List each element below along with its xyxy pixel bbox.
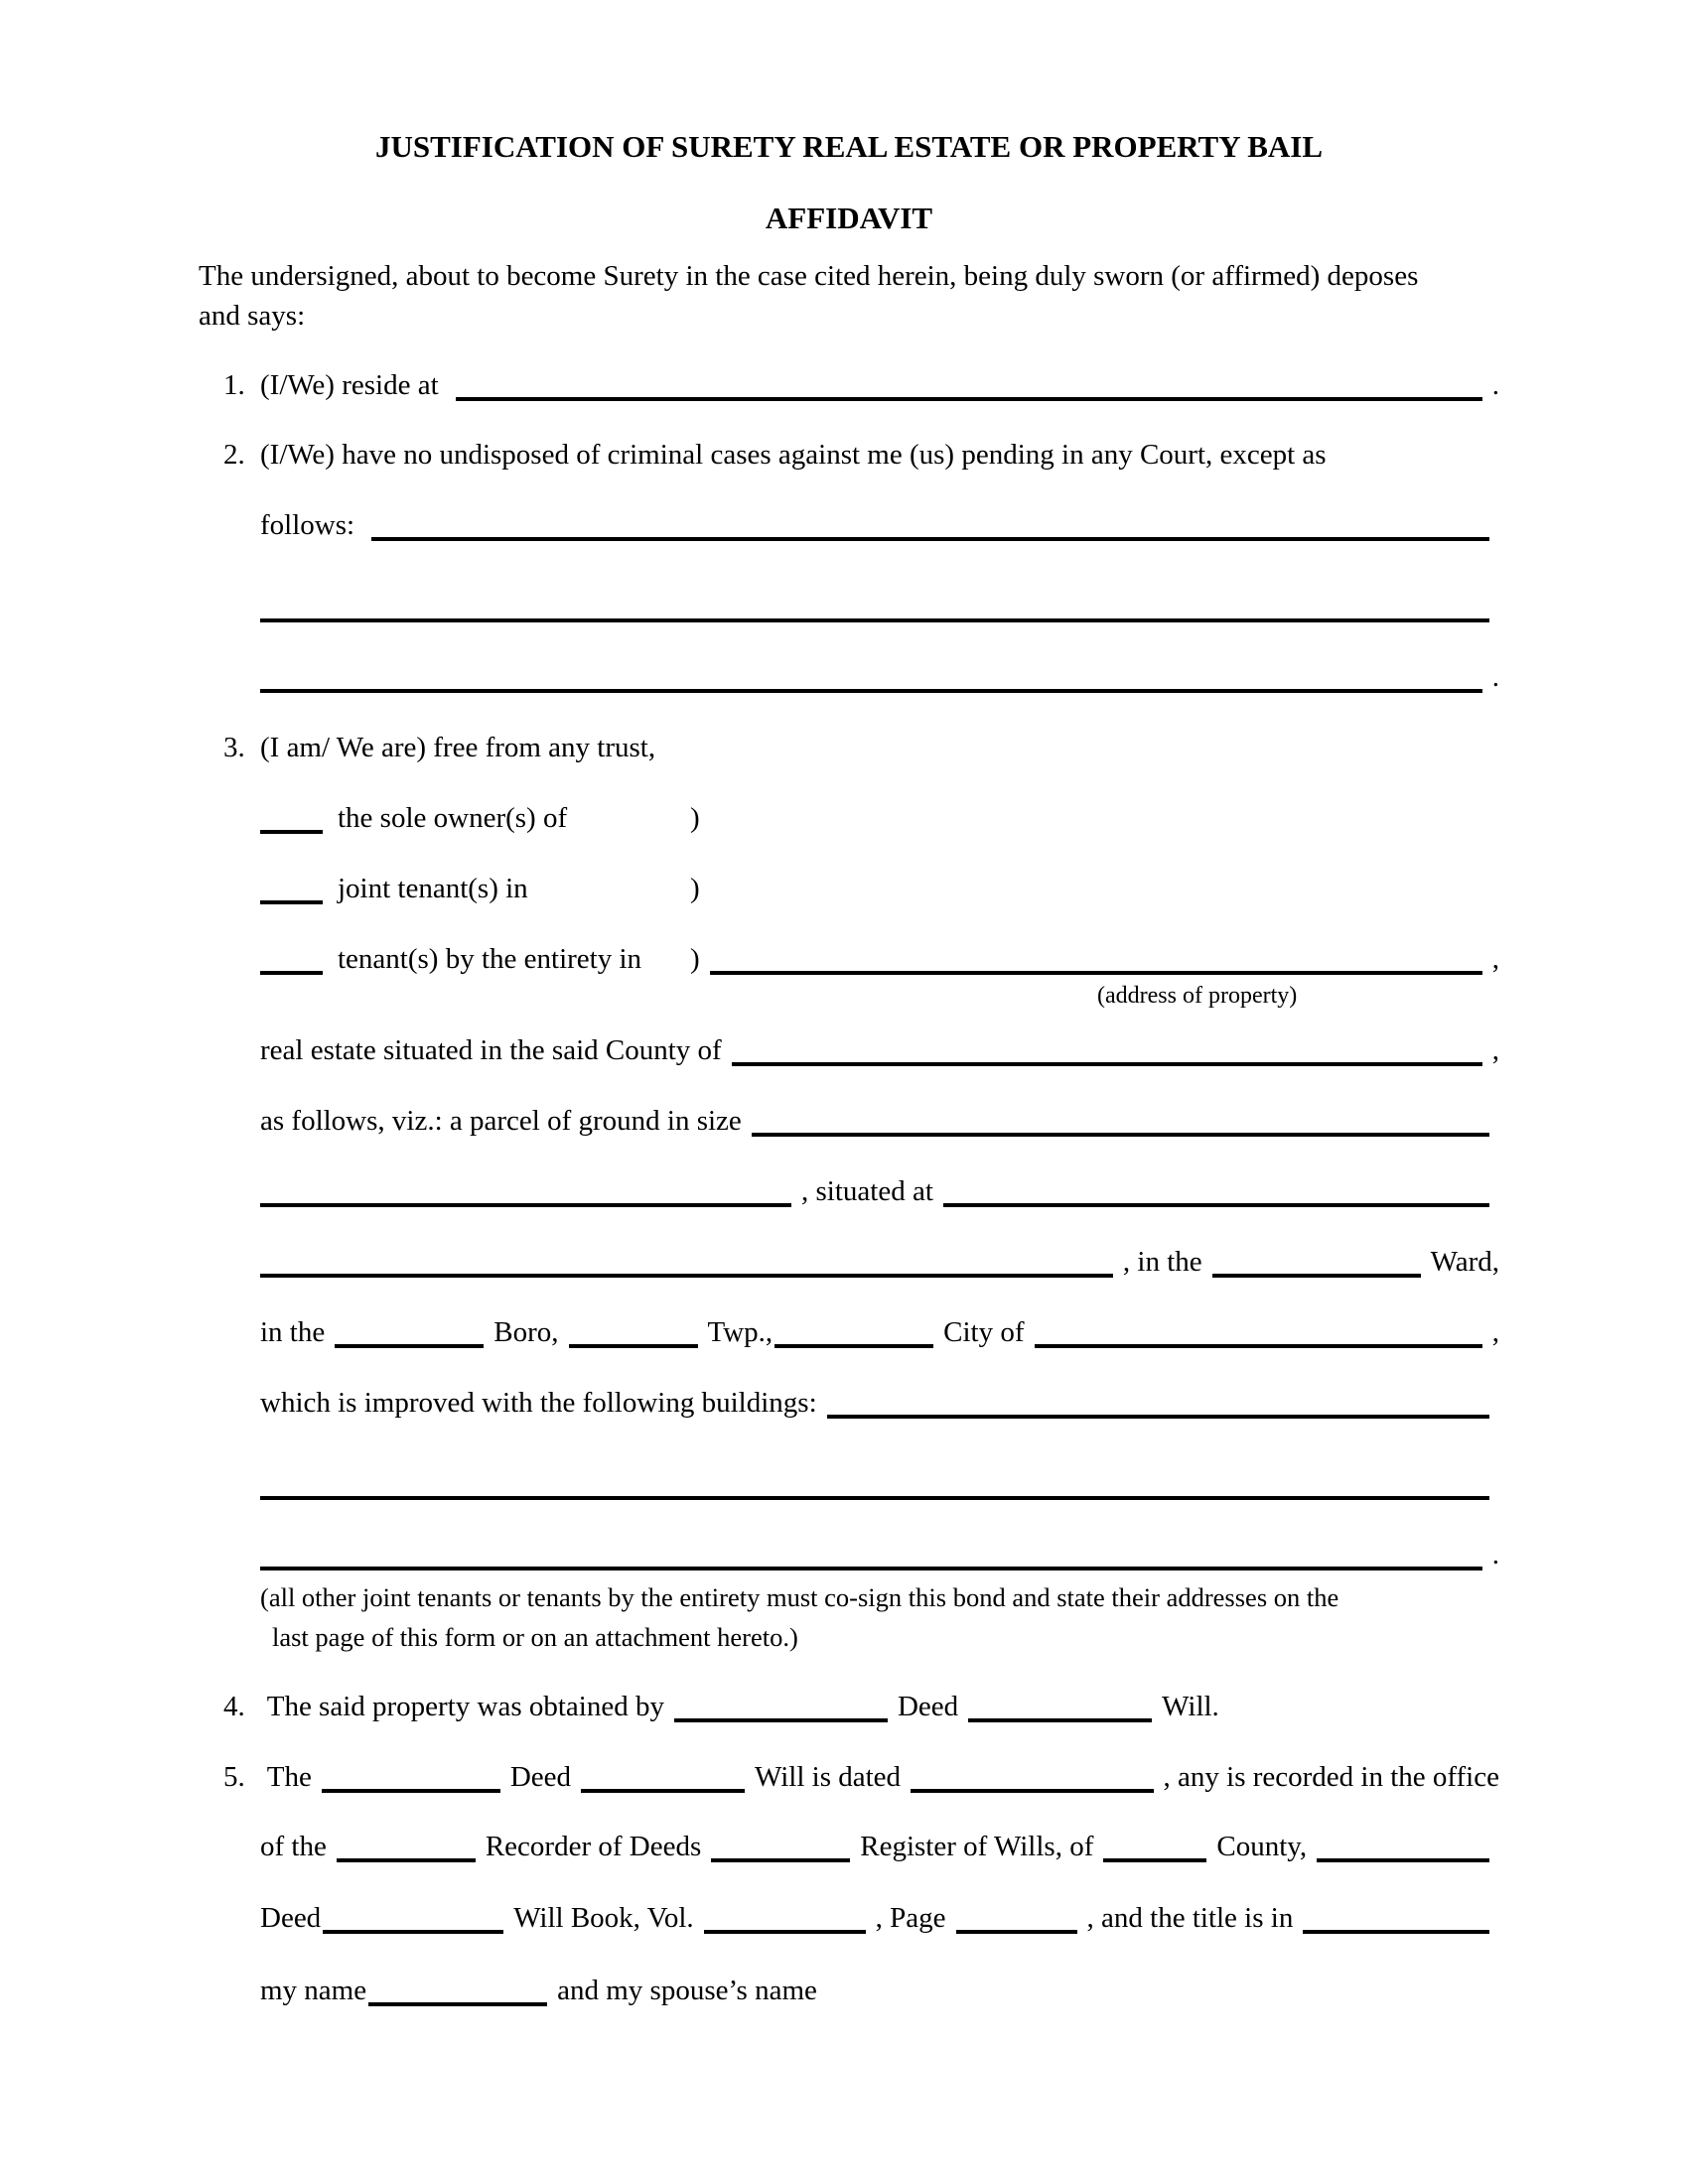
intro-line-2: and says: xyxy=(199,300,306,332)
county-row xyxy=(260,1030,1499,1070)
item5-dated-label: Will is dated xyxy=(755,1761,902,1793)
field-5-my-name[interactable] xyxy=(368,1973,547,2006)
item5-the-label: The xyxy=(260,1761,312,1793)
situated-row xyxy=(260,1171,1499,1211)
item5-spouse-label: and my spouse’s name xyxy=(557,1975,817,2006)
intro-line-1: The undersigned, about to become Surety in the case cited herein, being duly sworn (or affirmed) deposes xyxy=(199,260,1419,292)
item2-row xyxy=(199,435,1499,475)
field-twp[interactable] xyxy=(569,1314,698,1348)
field-5-end[interactable] xyxy=(1317,1829,1489,1862)
checkline-sole-owner[interactable] xyxy=(260,800,323,834)
field-ward[interactable] xyxy=(1212,1244,1421,1278)
city-comma: , xyxy=(1491,1316,1499,1348)
item2-follows-row xyxy=(260,505,1499,545)
ward-label: Ward, xyxy=(1430,1246,1499,1278)
item4-number: 4. xyxy=(223,1691,245,1722)
item3-row xyxy=(199,728,1499,767)
field-5-title-in[interactable] xyxy=(1303,1900,1489,1934)
field-property-address[interactable] xyxy=(710,941,1482,975)
follows-label: follows: xyxy=(260,509,362,541)
item5-line-3 xyxy=(260,1898,1499,1938)
note-line-1: (all other joint tenants or tenants by the entirety must co-sign this bond and state their addresses on the xyxy=(260,1582,1339,1612)
field-cases-1[interactable] xyxy=(371,507,1489,541)
intro-paragraph xyxy=(199,256,1499,336)
item1-period: . xyxy=(1491,369,1499,401)
checkline-entirety[interactable] xyxy=(260,941,323,975)
item2-number: 2. xyxy=(223,439,245,471)
field-cases-2[interactable] xyxy=(260,589,1489,622)
item3-heading: (I am/ We are) free from any trust, xyxy=(260,732,656,763)
entirety-label: tenant(s) by the entirety in xyxy=(338,943,642,975)
joint-tenant-label: joint tenant(s) in xyxy=(338,873,528,904)
in-the-label: , in the xyxy=(1122,1246,1202,1278)
twp-label: Twp., xyxy=(707,1316,774,1348)
item5-my-name-label: my name xyxy=(260,1975,367,2006)
field-buildings-3[interactable] xyxy=(260,1537,1482,1570)
field-parcel-size-1[interactable] xyxy=(752,1103,1489,1137)
field-reside-at[interactable] xyxy=(456,367,1482,401)
field-5-deed-check[interactable] xyxy=(322,1759,500,1793)
field-buildings-1[interactable] xyxy=(827,1385,1489,1419)
county-comma: , xyxy=(1491,1034,1499,1066)
entirety-comma: , xyxy=(1491,943,1499,975)
item5-line-4 xyxy=(260,1971,1499,2010)
item5-page-label: , Page xyxy=(875,1902,946,1934)
checkline-joint-tenant[interactable] xyxy=(260,871,323,904)
item5-county-label: County, xyxy=(1216,1831,1308,1862)
item5-deed-label: Deed xyxy=(509,1761,571,1793)
item3-period: . xyxy=(1491,1539,1499,1570)
document-subtitle: AFFIDAVIT xyxy=(765,201,933,235)
item5-title-in-label: , and the title is in xyxy=(1086,1902,1294,1934)
field-5-county-name[interactable] xyxy=(1103,1829,1206,1862)
field-obtained-deed[interactable] xyxy=(674,1689,888,1722)
field-situated-at-2[interactable] xyxy=(260,1244,1113,1278)
field-city[interactable] xyxy=(774,1314,933,1348)
item2-blank-row-1 xyxy=(260,589,1499,626)
parcel-row xyxy=(260,1101,1499,1141)
item4-deed-label: Deed xyxy=(897,1691,959,1722)
field-city-name[interactable] xyxy=(1035,1314,1482,1348)
item1-row xyxy=(199,365,1499,405)
field-5-date[interactable] xyxy=(911,1759,1153,1793)
item5-will-book-label: Will Book, Vol. xyxy=(513,1902,694,1934)
document-title: JUSTIFICATION OF SURETY REAL ESTATE OR PROPERTY BAIL xyxy=(374,129,1324,164)
item5-of-the-label: of the xyxy=(260,1831,327,1862)
item4-obtained-label: The said property was obtained by xyxy=(260,1691,664,1722)
field-parcel-size-2[interactable] xyxy=(260,1173,791,1207)
item1-label: (I/We) reside at xyxy=(260,369,446,401)
buildings-blank-row-1 xyxy=(260,1466,1499,1504)
field-5-deed-book[interactable] xyxy=(323,1900,503,1934)
sole-owner-paren: ) xyxy=(690,802,700,834)
item5-number: 5. xyxy=(223,1761,245,1793)
field-5-page[interactable] xyxy=(956,1900,1077,1934)
item2-period: . xyxy=(1491,661,1499,693)
field-county[interactable] xyxy=(732,1032,1482,1066)
buildings-label: which is improved with the following buildings: xyxy=(260,1387,817,1419)
buildings-blank-row-2 xyxy=(260,1535,1499,1574)
note-line-2: last page of this form or on an attachment hereto.) xyxy=(272,1622,798,1652)
field-boro[interactable] xyxy=(335,1314,484,1348)
item5-recorder-label: Recorder of Deeds xyxy=(485,1831,702,1862)
address-caption-row xyxy=(1097,981,1499,1011)
item5-line-1 xyxy=(199,1757,1499,1797)
item4-will-label: Will. xyxy=(1162,1691,1219,1722)
field-buildings-2[interactable] xyxy=(260,1466,1489,1500)
boro-pre-label: in the xyxy=(260,1316,326,1348)
cosign-note-line-2 xyxy=(272,1617,1499,1657)
sole-owner-option-row xyxy=(260,798,1499,838)
boro-label: Boro, xyxy=(493,1316,559,1348)
item5-recorded-label: , any is recorded in the office xyxy=(1163,1761,1499,1793)
item1-number: 1. xyxy=(223,369,245,401)
item3-number: 3. xyxy=(223,732,245,763)
field-situated-at-1[interactable] xyxy=(943,1173,1489,1207)
sole-owner-label: the sole owner(s) of xyxy=(338,802,568,834)
field-5-will-check[interactable] xyxy=(581,1759,745,1793)
item2-label: (I/We) have no undisposed of criminal cases against me (us) pending in any Court, except as xyxy=(260,439,1327,471)
city-label: City of xyxy=(943,1316,1025,1348)
item5-deed2-label: Deed xyxy=(260,1902,322,1934)
situated-label: , situated at xyxy=(801,1175,933,1207)
field-cases-3[interactable] xyxy=(260,659,1482,693)
boro-twp-city-row xyxy=(260,1312,1499,1352)
parcel-label: as follows, viz.: a parcel of ground in size xyxy=(260,1105,742,1137)
address-of-property-caption: (address of property) xyxy=(1097,983,1298,1009)
field-5-register[interactable] xyxy=(711,1829,850,1862)
joint-tenant-option-row xyxy=(260,869,1499,908)
item4-row xyxy=(199,1687,1499,1726)
item2-blank-row-2 xyxy=(260,657,1499,697)
buildings-row xyxy=(260,1383,1499,1423)
entirety-paren: ) xyxy=(690,943,700,975)
field-obtained-will[interactable] xyxy=(968,1689,1152,1722)
county-label: real estate situated in the said County of xyxy=(260,1034,722,1066)
entirety-option-row xyxy=(260,939,1499,979)
field-5-recorder[interactable] xyxy=(337,1829,476,1862)
field-5-vol[interactable] xyxy=(704,1900,866,1934)
joint-tenant-paren: ) xyxy=(690,873,700,904)
cosign-note-line-1 xyxy=(260,1577,1499,1617)
item5-register-label: Register of Wills, of xyxy=(860,1831,1094,1862)
item5-line-2 xyxy=(260,1827,1499,1866)
ward-row xyxy=(260,1242,1499,1282)
